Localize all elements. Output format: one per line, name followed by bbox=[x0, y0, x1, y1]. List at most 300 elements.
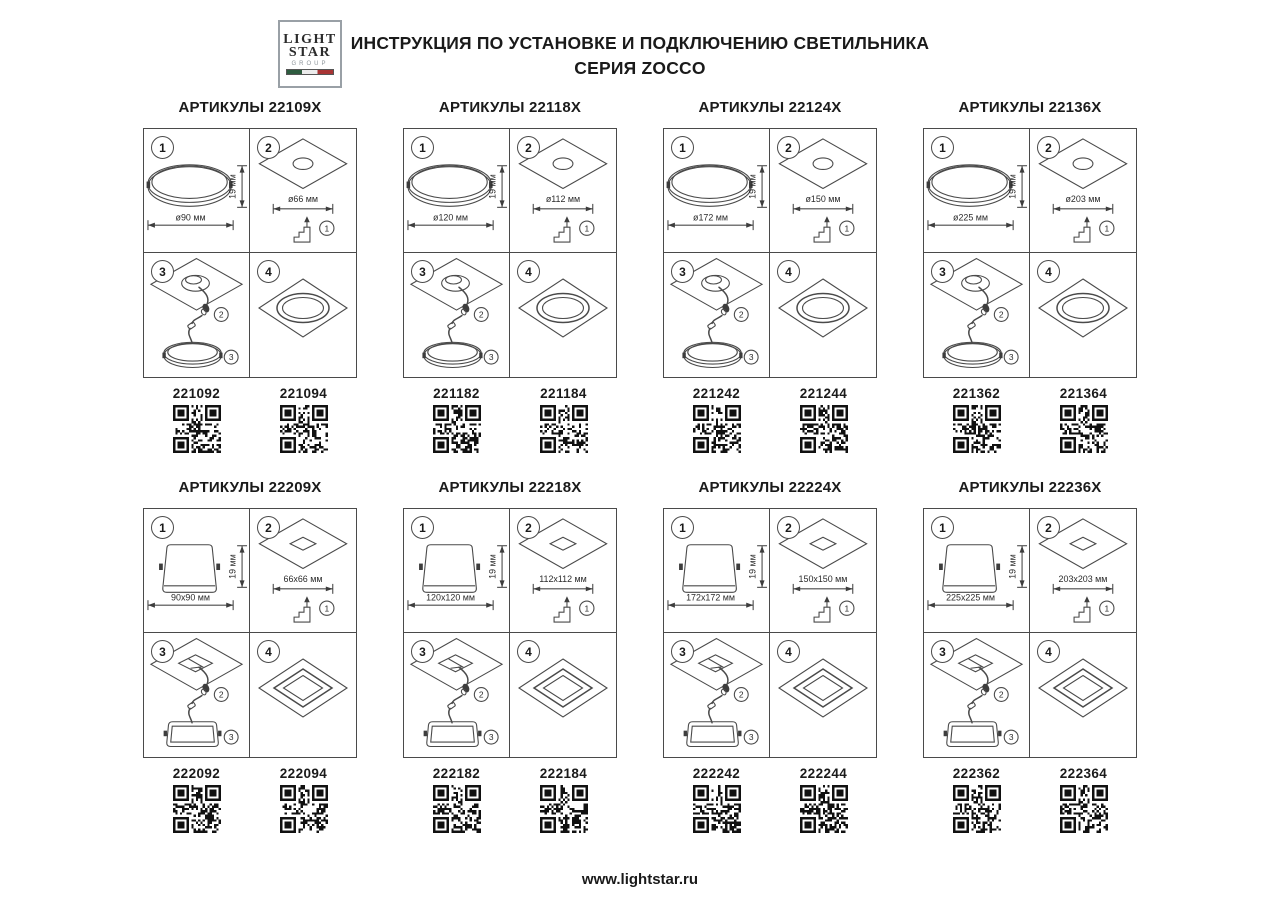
step-4-installed-fixture bbox=[510, 633, 616, 757]
step-3-wiring-connection bbox=[404, 253, 510, 377]
cut-step-icon bbox=[554, 216, 570, 242]
mount-clip-icon bbox=[682, 353, 685, 359]
cutout-dimension-label: ø66 мм bbox=[287, 193, 319, 204]
mount-clip-icon bbox=[424, 731, 427, 737]
round-lamp-bottom-view bbox=[682, 342, 742, 367]
article-code: 222242 bbox=[692, 766, 741, 781]
article-item bbox=[510, 766, 617, 833]
callout-2 bbox=[994, 688, 1008, 702]
wire-plug bbox=[187, 702, 195, 710]
installed-round-lamp bbox=[277, 294, 329, 323]
article-code: 221094 bbox=[279, 386, 328, 401]
installation-steps-grid bbox=[663, 508, 877, 758]
mount-clip-icon bbox=[422, 353, 425, 359]
qr-code bbox=[173, 785, 221, 833]
article-code: 222244 bbox=[799, 766, 848, 781]
width-dimension bbox=[928, 593, 1013, 610]
cutout-dimension-label: ø203 мм bbox=[1065, 193, 1101, 204]
article-code: 221184 bbox=[540, 386, 587, 401]
mount-clip-icon bbox=[218, 731, 221, 737]
wire-connector bbox=[981, 303, 991, 316]
logo-text-group: GROUP bbox=[291, 61, 329, 67]
lightstar-logo bbox=[278, 20, 342, 88]
mount-clip-icon bbox=[147, 182, 151, 188]
step-number-4: 4 bbox=[517, 260, 540, 283]
height-dimension-label: 19 мм bbox=[227, 554, 238, 579]
mount-clip-icon bbox=[476, 564, 480, 570]
cutout-dimension bbox=[533, 194, 593, 214]
article-code: 221364 bbox=[1059, 386, 1108, 401]
ceiling-tile bbox=[259, 279, 347, 337]
step-3-wiring-connection bbox=[144, 633, 250, 757]
step-number-3: 3 bbox=[411, 640, 434, 663]
page-title bbox=[0, 0, 1280, 81]
round-cutout-hole bbox=[293, 158, 313, 170]
panel-heading: АРТИКУЛЫ 22218X bbox=[438, 479, 582, 496]
mount-clip-icon bbox=[738, 731, 741, 737]
square-cutout-hole bbox=[810, 537, 836, 550]
svg-text:1: 1 bbox=[324, 603, 330, 614]
square-hole-with-flap bbox=[699, 655, 733, 672]
round-cutout-hole bbox=[813, 158, 833, 170]
article-codes bbox=[663, 766, 877, 833]
callout-1 bbox=[840, 601, 854, 615]
width-dimension bbox=[668, 213, 753, 230]
qr-code bbox=[693, 785, 741, 833]
qr-code bbox=[433, 405, 481, 453]
panel-heading: АРТИКУЛЫ 22136X bbox=[958, 99, 1102, 116]
step-2-ceiling-cutout bbox=[510, 129, 616, 253]
step-number-4: 4 bbox=[1037, 640, 1060, 663]
mount-clip-icon bbox=[679, 564, 683, 570]
width-dimension-label: ø120 мм bbox=[433, 212, 469, 223]
cut-step-icon bbox=[814, 216, 830, 242]
step-number-3: 3 bbox=[931, 640, 954, 663]
step-number-2: 2 bbox=[1037, 136, 1060, 159]
wire-connector bbox=[721, 683, 731, 696]
round-hole-with-cover bbox=[962, 275, 990, 291]
svg-text:1: 1 bbox=[1104, 223, 1110, 234]
article-code: 221092 bbox=[172, 386, 221, 401]
square-fixture-side-view bbox=[679, 545, 740, 593]
callout-1 bbox=[1100, 221, 1114, 235]
article-codes bbox=[923, 386, 1137, 453]
square-cutout-hole bbox=[550, 537, 576, 550]
cutout-dimension-label: 66x66 мм bbox=[283, 573, 323, 584]
wire-plug bbox=[447, 322, 455, 330]
article-item bbox=[250, 386, 357, 453]
installation-steps-grid bbox=[403, 128, 617, 378]
article-panel bbox=[663, 99, 877, 453]
height-dimension-label: 19 мм bbox=[1007, 554, 1018, 579]
step-number-3: 3 bbox=[931, 260, 954, 283]
svg-text:2: 2 bbox=[478, 689, 484, 700]
qr-code bbox=[280, 405, 328, 453]
lamp-wire bbox=[709, 708, 712, 722]
step-number-2: 2 bbox=[777, 136, 800, 159]
article-code: 221182 bbox=[433, 386, 480, 401]
step-1-fixture-dimensions bbox=[924, 509, 1030, 633]
qr-code bbox=[1060, 785, 1108, 833]
article-item bbox=[923, 386, 1030, 453]
step-3-wiring-connection bbox=[144, 253, 250, 377]
callout-1 bbox=[840, 221, 854, 235]
step-number-3: 3 bbox=[671, 260, 694, 283]
step-2-ceiling-cutout bbox=[770, 129, 876, 253]
step-4-installed-fixture bbox=[1030, 633, 1136, 757]
wire-connector bbox=[201, 683, 211, 696]
square-fixture-side-view bbox=[419, 545, 480, 593]
square-cutout-hole bbox=[1070, 537, 1096, 550]
square-hole-with-flap bbox=[439, 655, 473, 672]
qr-code bbox=[800, 405, 848, 453]
mount-clip-icon bbox=[667, 182, 671, 188]
wire-plug bbox=[187, 322, 195, 330]
lamp-wire bbox=[969, 708, 972, 722]
cut-step-icon bbox=[554, 596, 570, 622]
panels-area bbox=[0, 99, 1280, 833]
article-item bbox=[770, 386, 877, 453]
height-dimension-label: 19 мм bbox=[747, 554, 758, 579]
ceiling-tile bbox=[779, 279, 867, 337]
svg-text:1: 1 bbox=[844, 603, 850, 614]
panel-heading: АРТИКУЛЫ 22209X bbox=[178, 479, 322, 496]
step-number-1: 1 bbox=[151, 516, 174, 539]
qr-code bbox=[433, 785, 481, 833]
svg-text:2: 2 bbox=[478, 309, 484, 320]
installed-square-lamp bbox=[534, 669, 592, 707]
step-number-1: 1 bbox=[411, 516, 434, 539]
step-4-installed-fixture bbox=[250, 253, 356, 377]
callout-1 bbox=[1100, 601, 1114, 615]
step-number-1: 1 bbox=[151, 136, 174, 159]
step-number-1: 1 bbox=[931, 516, 954, 539]
callout-3 bbox=[1004, 350, 1018, 364]
installation-steps-grid bbox=[923, 508, 1137, 758]
article-panel bbox=[923, 99, 1137, 453]
article-code: 222094 bbox=[279, 766, 328, 781]
article-codes bbox=[923, 766, 1137, 833]
installation-steps-grid bbox=[143, 508, 357, 758]
wire-plug bbox=[707, 322, 715, 330]
installed-square-lamp bbox=[1054, 669, 1112, 707]
qr-code bbox=[1060, 405, 1108, 453]
lamp-wire bbox=[709, 328, 712, 342]
svg-text:2: 2 bbox=[738, 689, 744, 700]
callout-1 bbox=[320, 221, 334, 235]
callout-1 bbox=[580, 221, 594, 235]
wire-connector bbox=[461, 683, 471, 696]
step-number-1: 1 bbox=[671, 136, 694, 159]
mount-clip-icon bbox=[684, 731, 687, 737]
height-dimension bbox=[488, 546, 507, 588]
svg-text:3: 3 bbox=[748, 732, 754, 743]
square-cutout-hole bbox=[290, 537, 316, 550]
qr-code bbox=[693, 405, 741, 453]
installation-steps-grid bbox=[403, 508, 617, 758]
width-dimension-label: 225x225 мм bbox=[946, 592, 996, 603]
qr-code bbox=[173, 405, 221, 453]
step-3-wiring-connection bbox=[924, 253, 1030, 377]
qr-code bbox=[540, 785, 588, 833]
height-dimension bbox=[228, 166, 247, 208]
qr-code bbox=[280, 785, 328, 833]
cut-step-icon bbox=[1074, 216, 1090, 242]
square-lamp-bottom-view bbox=[164, 722, 222, 747]
svg-text:2: 2 bbox=[218, 689, 224, 700]
step-1-fixture-dimensions bbox=[144, 129, 250, 253]
mount-clip-icon bbox=[219, 353, 222, 359]
step-number-3: 3 bbox=[151, 260, 174, 283]
cutout-dimension bbox=[273, 574, 333, 594]
width-dimension-label: 120x120 мм bbox=[426, 592, 476, 603]
callout-3 bbox=[484, 730, 498, 744]
square-hole-with-flap bbox=[179, 655, 213, 672]
callout-1 bbox=[320, 601, 334, 615]
svg-text:3: 3 bbox=[228, 732, 234, 743]
width-dimension-label: ø172 мм bbox=[693, 212, 729, 223]
step-3-wiring-connection bbox=[664, 253, 770, 377]
mount-clip-icon bbox=[216, 564, 220, 570]
svg-text:2: 2 bbox=[998, 309, 1004, 320]
height-dimension bbox=[488, 166, 507, 208]
installation-steps-grid bbox=[143, 128, 357, 378]
mount-clip-icon bbox=[159, 564, 163, 570]
svg-text:2: 2 bbox=[738, 309, 744, 320]
article-item bbox=[143, 766, 250, 833]
panel-heading: АРТИКУЛЫ 22236X bbox=[958, 479, 1102, 496]
lamp-wire bbox=[449, 328, 452, 342]
installation-steps-grid bbox=[923, 128, 1137, 378]
height-dimension bbox=[1008, 166, 1027, 208]
article-panel bbox=[403, 99, 617, 453]
cutout-dimension bbox=[1053, 574, 1113, 594]
panel-heading: АРТИКУЛЫ 22118X bbox=[438, 99, 582, 116]
mount-clip-icon bbox=[479, 353, 482, 359]
step-number-2: 2 bbox=[257, 136, 280, 159]
svg-text:1: 1 bbox=[844, 223, 850, 234]
article-panel bbox=[143, 479, 357, 833]
ceiling-tile bbox=[519, 279, 607, 337]
step-1-fixture-dimensions bbox=[664, 129, 770, 253]
mount-clip-icon bbox=[739, 353, 742, 359]
cutout-dimension-label: 112x112 мм bbox=[539, 573, 587, 584]
callout-2 bbox=[734, 688, 748, 702]
mount-clip-icon bbox=[939, 564, 943, 570]
installed-round-lamp bbox=[537, 294, 589, 323]
callout-2 bbox=[474, 688, 488, 702]
mount-clip-icon bbox=[998, 731, 1001, 737]
step-2-ceiling-cutout bbox=[1030, 509, 1136, 633]
logo-text-light: LIGHT bbox=[283, 32, 337, 47]
height-dimension-label: 19 мм bbox=[487, 554, 498, 579]
panels-row-square bbox=[0, 479, 1280, 833]
qr-code bbox=[540, 405, 588, 453]
callout-2 bbox=[994, 308, 1008, 322]
height-dimension bbox=[228, 546, 247, 588]
square-fixture-side-view bbox=[939, 545, 1000, 593]
width-dimension bbox=[408, 213, 493, 230]
callout-2 bbox=[734, 308, 748, 322]
wire-connector bbox=[461, 303, 471, 316]
round-cutout-hole bbox=[1073, 158, 1093, 170]
article-item bbox=[510, 386, 617, 453]
mount-clip-icon bbox=[999, 353, 1002, 359]
svg-text:2: 2 bbox=[998, 689, 1004, 700]
width-dimension bbox=[148, 213, 233, 230]
step-number-1: 1 bbox=[931, 136, 954, 159]
callout-3 bbox=[1004, 730, 1018, 744]
step-4-installed-fixture bbox=[510, 253, 616, 377]
width-dimension bbox=[668, 593, 753, 610]
step-3-wiring-connection bbox=[404, 633, 510, 757]
article-codes bbox=[403, 386, 617, 453]
title-line-2: СЕРИЯ ZOCCO bbox=[574, 58, 706, 78]
article-item bbox=[1030, 386, 1137, 453]
round-cutout-hole bbox=[553, 158, 573, 170]
step-3-wiring-connection bbox=[664, 633, 770, 757]
round-fixture-side-view bbox=[147, 165, 233, 207]
logo-italian-flag-bar bbox=[286, 69, 334, 75]
callout-3 bbox=[224, 730, 238, 744]
cutout-dimension-label: 203x203 мм bbox=[1058, 573, 1108, 584]
step-number-4: 4 bbox=[257, 640, 280, 663]
ceiling-tile bbox=[1039, 659, 1127, 717]
callout-3 bbox=[484, 350, 498, 364]
website-url: www.lightstar.ru bbox=[581, 871, 699, 888]
width-dimension bbox=[928, 213, 1013, 230]
height-dimension bbox=[748, 546, 767, 588]
article-item bbox=[663, 386, 770, 453]
step-2-ceiling-cutout bbox=[1030, 129, 1136, 253]
wire-plug bbox=[447, 702, 455, 710]
step-2-ceiling-cutout bbox=[510, 509, 616, 633]
svg-text:1: 1 bbox=[1104, 603, 1110, 614]
step-number-3: 3 bbox=[671, 640, 694, 663]
round-lamp-bottom-view bbox=[942, 342, 1002, 367]
wire-connector bbox=[201, 303, 211, 316]
step-number-4: 4 bbox=[1037, 260, 1060, 283]
lamp-wire bbox=[449, 708, 452, 722]
step-number-4: 4 bbox=[257, 260, 280, 283]
mount-clip-icon bbox=[419, 564, 423, 570]
callout-2 bbox=[214, 308, 228, 322]
wire-plug bbox=[967, 702, 975, 710]
step-2-ceiling-cutout bbox=[250, 509, 356, 633]
square-lamp-bottom-view bbox=[944, 722, 1002, 747]
mount-clip-icon bbox=[927, 182, 931, 188]
mount-clip-icon bbox=[996, 564, 1000, 570]
svg-text:3: 3 bbox=[1008, 352, 1014, 363]
step-number-2: 2 bbox=[257, 516, 280, 539]
round-hole-with-cover bbox=[442, 275, 470, 291]
round-hole-with-cover bbox=[702, 275, 730, 291]
mount-clip-icon bbox=[478, 731, 481, 737]
article-panel bbox=[143, 99, 357, 453]
article-item bbox=[663, 766, 770, 833]
step-4-installed-fixture bbox=[1030, 253, 1136, 377]
callout-1 bbox=[580, 601, 594, 615]
article-item bbox=[923, 766, 1030, 833]
article-code: 222182 bbox=[432, 766, 481, 781]
logo-text-star: STAR bbox=[288, 45, 332, 60]
square-lamp-bottom-view bbox=[684, 722, 742, 747]
square-lamp-bottom-view bbox=[424, 722, 482, 747]
qr-code bbox=[953, 785, 1001, 833]
article-codes bbox=[143, 766, 357, 833]
cutout-dimension-label: ø150 мм bbox=[805, 193, 841, 204]
height-dimension bbox=[1008, 546, 1027, 588]
callout-3 bbox=[744, 730, 758, 744]
wire-plug bbox=[967, 322, 975, 330]
height-dimension-label: 19 мм bbox=[487, 174, 498, 199]
wire-plug bbox=[707, 702, 715, 710]
article-codes bbox=[663, 386, 877, 453]
installed-square-lamp bbox=[794, 669, 852, 707]
step-4-installed-fixture bbox=[250, 633, 356, 757]
title-line-1: ИНСТРУКЦИЯ ПО УСТАНОВКЕ И ПОДКЛЮЧЕНИЮ СВЕТИЛЬНИКА bbox=[350, 33, 930, 53]
step-1-fixture-dimensions bbox=[404, 129, 510, 253]
width-dimension-label: 90x90 мм bbox=[171, 592, 211, 603]
square-hole-with-flap bbox=[959, 655, 993, 672]
step-2-ceiling-cutout bbox=[770, 509, 876, 633]
svg-text:1: 1 bbox=[324, 223, 330, 234]
article-code: 222184 bbox=[539, 766, 588, 781]
lamp-wire bbox=[189, 328, 192, 342]
step-2-ceiling-cutout bbox=[250, 129, 356, 253]
cutout-dimension bbox=[793, 194, 853, 214]
height-dimension-label: 19 мм bbox=[747, 174, 758, 199]
article-code: 222364 bbox=[1059, 766, 1108, 781]
lamp-wire bbox=[189, 708, 192, 722]
article-panel bbox=[923, 479, 1137, 833]
width-dimension bbox=[148, 593, 233, 610]
panels-row-round bbox=[0, 99, 1280, 453]
mount-clip-icon bbox=[162, 353, 165, 359]
step-1-fixture-dimensions bbox=[924, 129, 1030, 253]
ceiling-tile bbox=[779, 659, 867, 717]
round-hole-with-cover bbox=[182, 275, 210, 291]
step-1-fixture-dimensions bbox=[664, 509, 770, 633]
mount-clip-icon bbox=[164, 731, 167, 737]
round-lamp-bottom-view bbox=[422, 342, 482, 367]
panel-heading: АРТИКУЛЫ 22109X bbox=[178, 99, 322, 116]
article-codes bbox=[143, 386, 357, 453]
wire-connector bbox=[721, 303, 731, 316]
article-item bbox=[403, 386, 510, 453]
svg-text:3: 3 bbox=[1008, 732, 1014, 743]
svg-text:3: 3 bbox=[228, 352, 234, 363]
width-dimension-label: 172x172 мм bbox=[686, 592, 736, 603]
article-codes bbox=[403, 766, 617, 833]
article-code: 221362 bbox=[952, 386, 1001, 401]
installed-round-lamp bbox=[797, 294, 849, 323]
cut-step-icon bbox=[294, 216, 310, 242]
panel-heading: АРТИКУЛЫ 22124X bbox=[698, 99, 842, 116]
round-lamp-bottom-view bbox=[162, 342, 222, 367]
article-panel bbox=[403, 479, 617, 833]
cutout-dimension-label: ø112 мм bbox=[545, 193, 581, 204]
article-code: 222362 bbox=[952, 766, 1001, 781]
step-number-4: 4 bbox=[777, 640, 800, 663]
step-1-fixture-dimensions bbox=[404, 509, 510, 633]
cutout-dimension bbox=[273, 194, 333, 214]
svg-text:2: 2 bbox=[218, 309, 224, 320]
mount-clip-icon bbox=[942, 353, 945, 359]
article-panel bbox=[663, 479, 877, 833]
callout-2 bbox=[474, 308, 488, 322]
step-1-fixture-dimensions bbox=[144, 509, 250, 633]
